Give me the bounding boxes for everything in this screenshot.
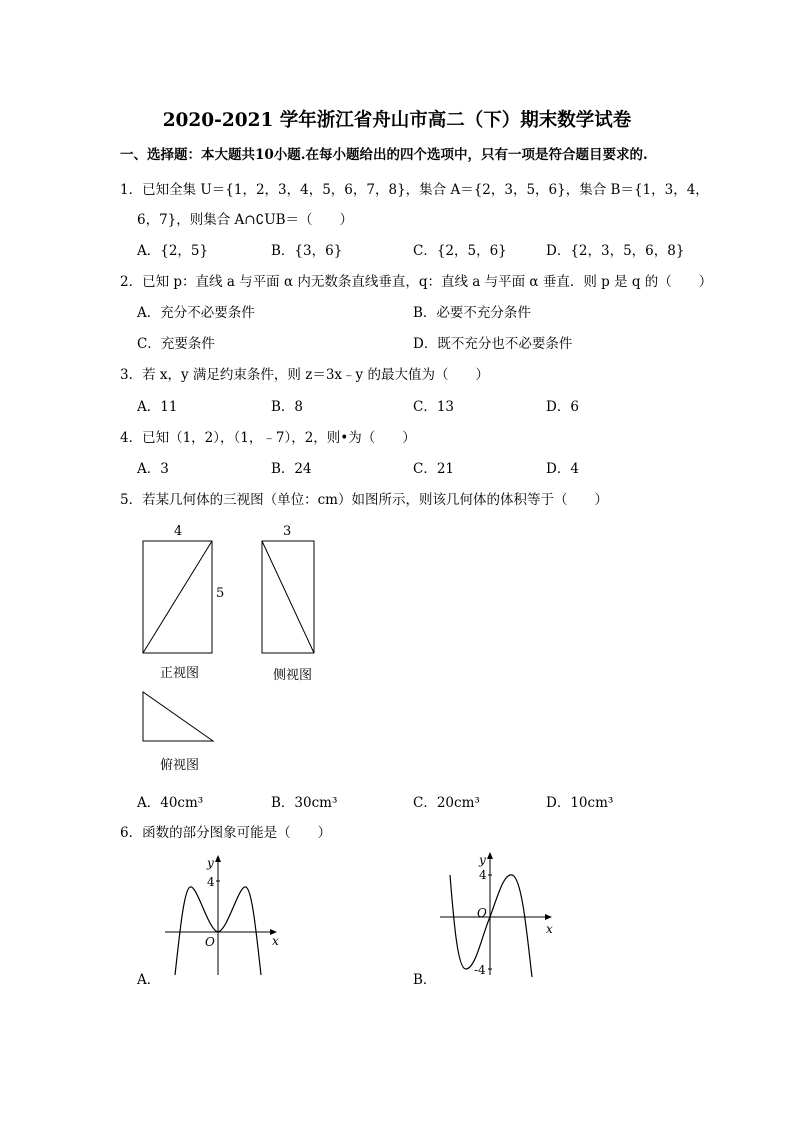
function-curve	[450, 875, 532, 977]
option-b: B．24	[271, 461, 312, 477]
question-4	[120, 426, 416, 446]
question-number: 4．	[120, 430, 143, 446]
question-number: 2．	[120, 274, 143, 290]
front-width-label: 4	[174, 524, 183, 539]
x-axis-label: x	[546, 922, 553, 936]
front-height-label: 5	[216, 586, 225, 601]
option-a: A．{2，5}	[137, 243, 209, 259]
x-axis-label: x	[272, 934, 279, 948]
front-view-caption: 正视图	[160, 666, 200, 681]
side-view-diagonal	[262, 541, 314, 653]
option-c: C．充要条件	[137, 336, 215, 352]
question-text: 函数的部分图象可能是（ ）	[142, 825, 332, 841]
question-number: 1．	[120, 182, 143, 198]
y-axis-arrow	[215, 855, 221, 862]
option-a: A．11	[137, 399, 178, 415]
tick-label-4: 4	[207, 875, 215, 889]
y-axis-label: y	[479, 853, 486, 867]
question-5	[120, 488, 608, 508]
question-1	[120, 178, 709, 198]
y-axis-arrow	[487, 852, 493, 859]
question-number: 5．	[120, 492, 143, 508]
option-a: A．3	[137, 461, 169, 477]
section-heading: 一、选择题：本大题共10小题.在每小题给出的四个选项中，只有一项是符合题目要求的.	[120, 147, 648, 163]
option-b: B．8	[271, 399, 304, 415]
origin-label: O	[205, 935, 215, 949]
tick-label-minus-4: -4	[474, 963, 486, 977]
option-a: A．	[137, 972, 161, 988]
y-axis-label: y	[207, 856, 214, 870]
question-text: 已知全集 U＝{1，2，3，4，5，6，7，8}，集合 A＝{2，3，5，6}，集合 B＝{1，3，4，	[142, 182, 709, 198]
question-text: 若某几何体的三视图（单位：cm）如图所示，则该几何体的体积等于（ ）	[142, 492, 608, 508]
three-view-figure	[130, 515, 350, 780]
question-3	[120, 363, 489, 383]
option-d: D．既不充分也不必要条件	[413, 336, 573, 352]
option-d: D．4	[546, 461, 579, 477]
option-d: D．6	[546, 399, 579, 415]
option-d: D．{2，3，5，6，8}	[546, 243, 685, 259]
option-c: C．13	[413, 399, 455, 415]
tick-label-4: 4	[479, 868, 487, 882]
question-text: 若 x，y 满足约束条件，则 z＝3x﹣y 的最大值为（ ）	[142, 367, 489, 383]
side-width-label: 3	[283, 524, 292, 539]
option-c: C．{2，5，6}	[413, 243, 507, 259]
side-view-caption: 侧视图	[273, 668, 313, 683]
question-6	[120, 821, 331, 841]
question-text: 已知（1，2），（1，﹣7），2，则•为（ ）	[142, 430, 416, 446]
option-c: C．20cm³	[413, 795, 480, 811]
option-a: A．充分不必要条件	[137, 305, 255, 321]
top-view-triangle	[143, 692, 213, 741]
x-axis-arrow	[545, 914, 552, 920]
option-b: B．30cm³	[271, 795, 338, 811]
graph-a	[160, 850, 290, 980]
question-text: 已知 p：直线 a 与平面 α 内无数条直线垂直，q：直线 a 与平面 α 垂直．则 p 是 q 的（ ）	[142, 274, 713, 290]
top-view-caption: 俯视图	[160, 758, 200, 773]
page-title: 2020-2021 学年浙江省舟山市高二（下）期末数学试卷	[162, 110, 632, 131]
option-b: B．{3，6}	[271, 243, 343, 259]
option-b: B．	[413, 972, 437, 988]
question-number: 6．	[120, 825, 143, 841]
question-1-continued: 6，7}，则集合 A∩∁UB＝（ ）	[137, 212, 354, 228]
option-c: C．21	[413, 461, 455, 477]
option-a: A．40cm³	[137, 795, 204, 811]
question-2	[120, 270, 712, 290]
front-view-diagonal	[143, 541, 212, 653]
option-d: D．10cm³	[546, 795, 614, 811]
origin-label: O	[477, 906, 487, 920]
question-number: 3．	[120, 367, 143, 383]
graph-b	[432, 845, 562, 980]
option-b: B．必要不充分条件	[413, 305, 531, 321]
